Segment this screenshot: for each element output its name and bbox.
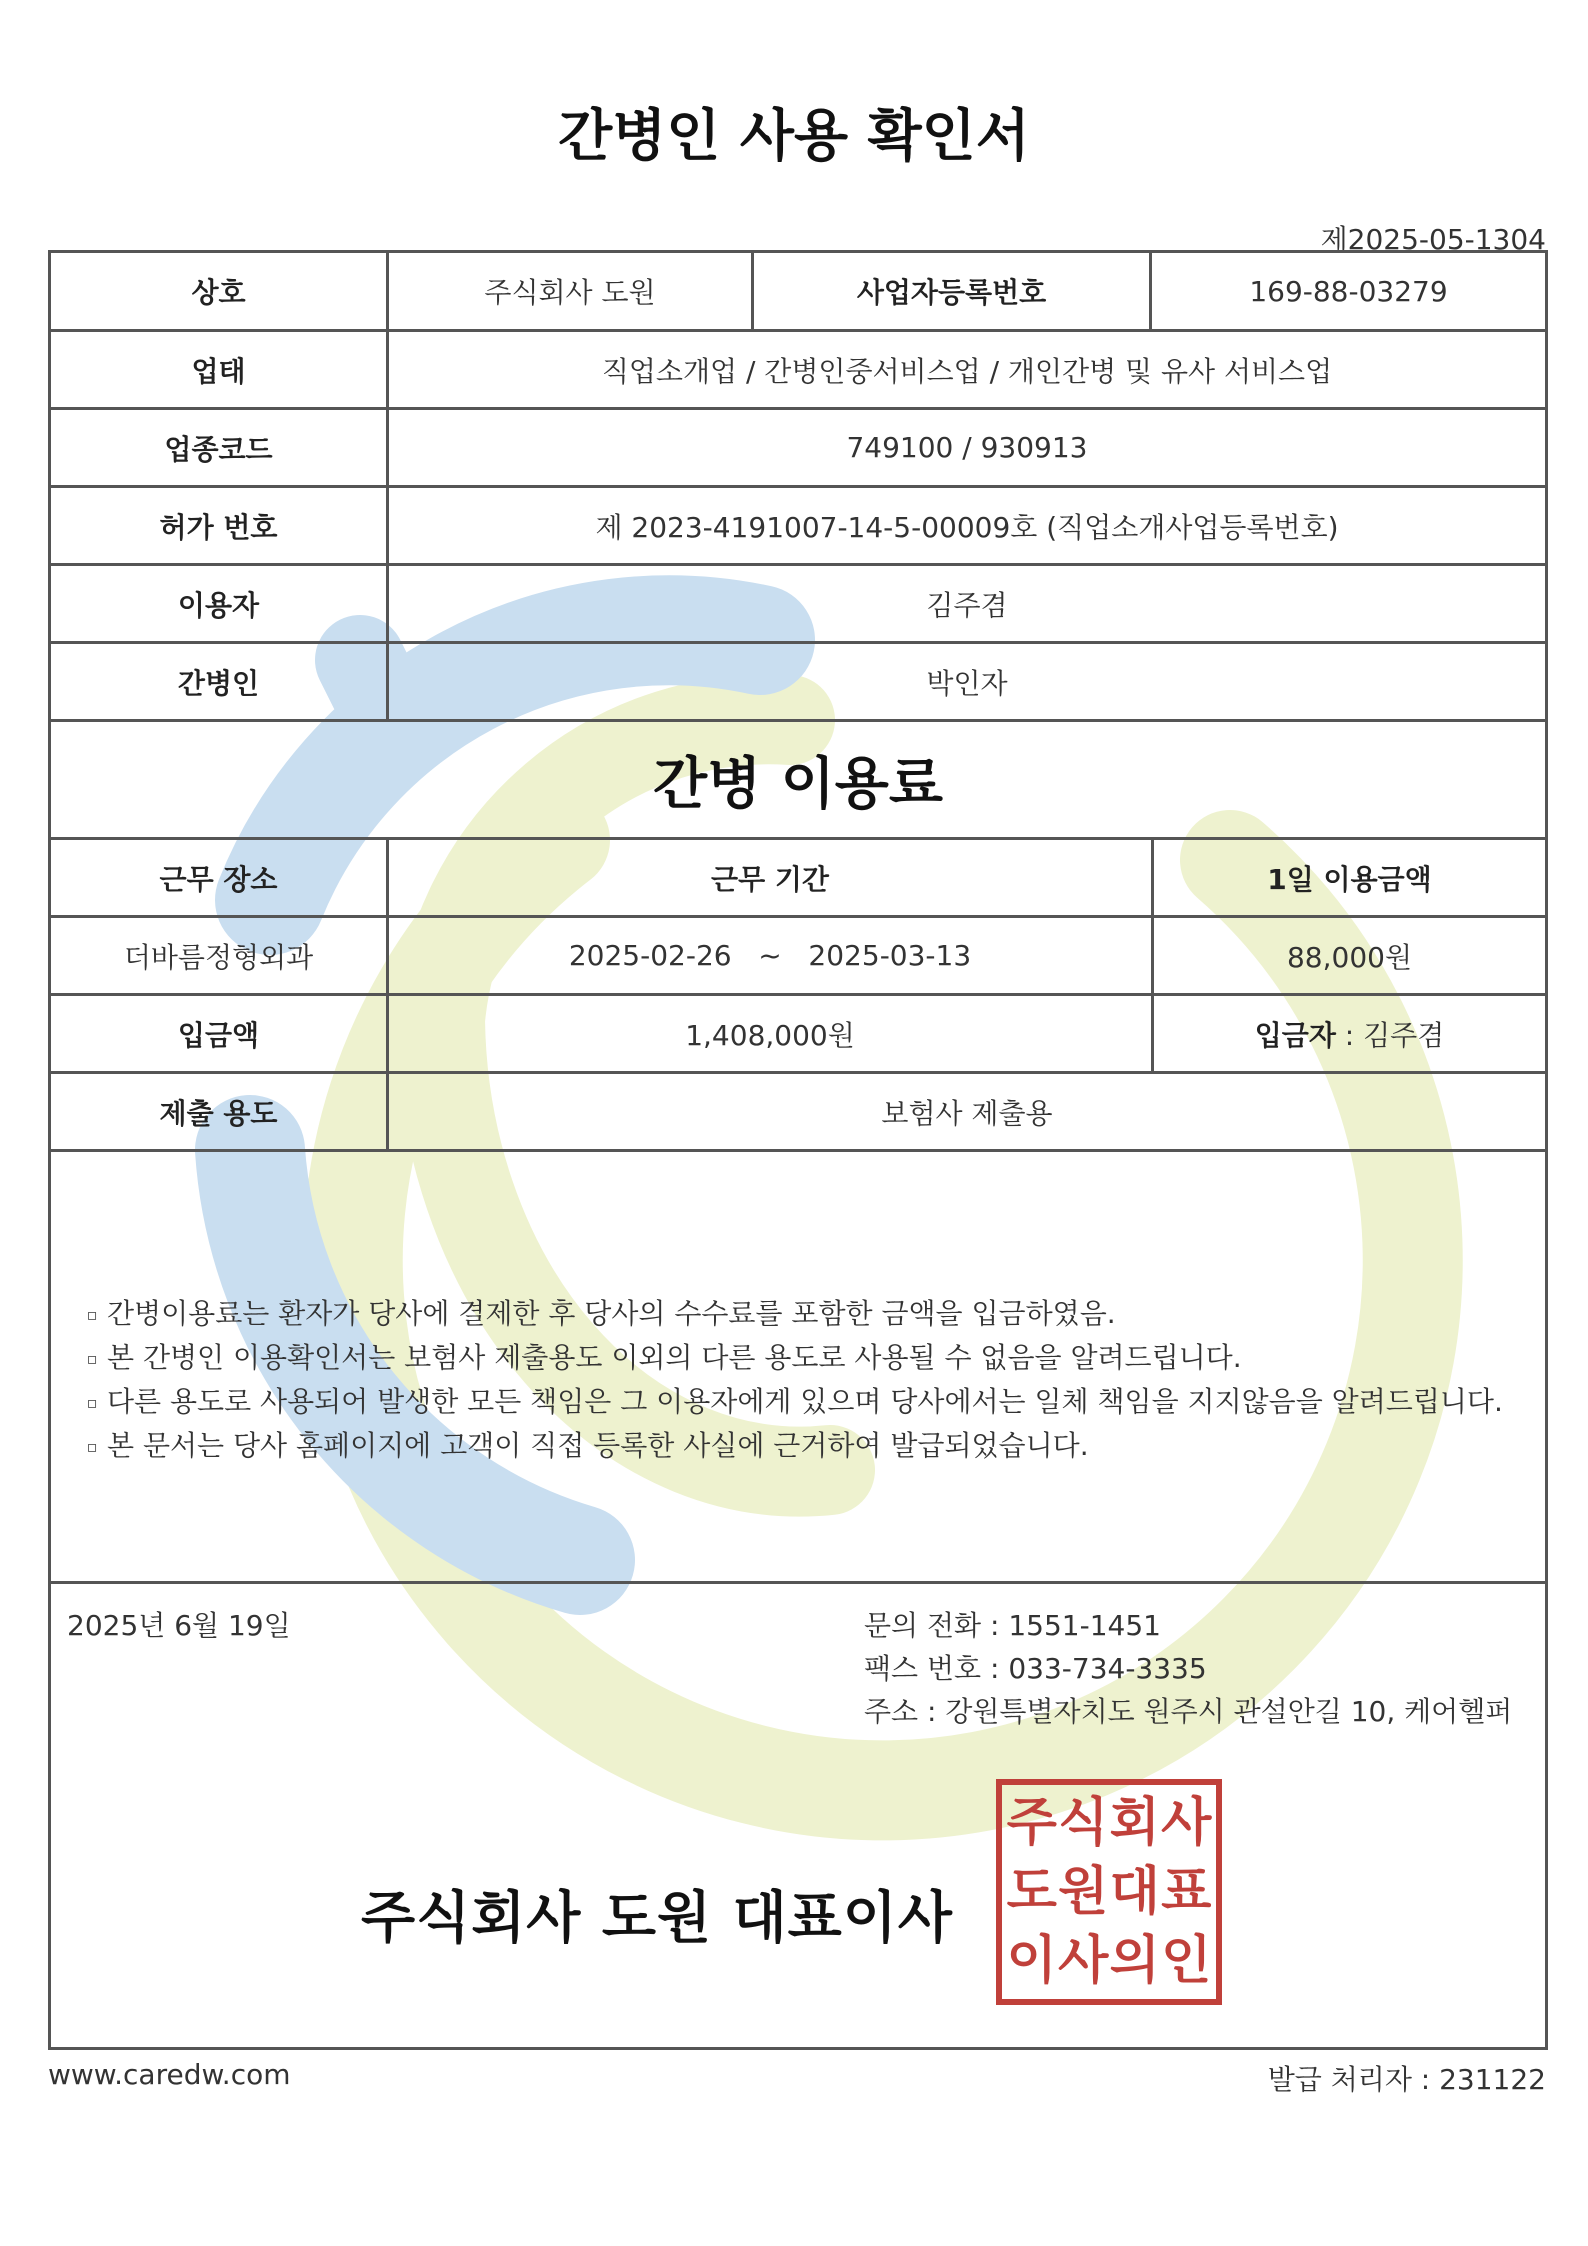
- issuer-section: [48, 1581, 1548, 2050]
- deposit-value: 1,408,000원: [386, 993, 1154, 1074]
- note-item: [77, 1424, 1519, 1468]
- company-seal: [996, 1779, 1222, 2005]
- caregiver-label: 간병인: [48, 641, 389, 722]
- business-type-value: 직업소개업 / 간병인중서비스업 / 개인간병 및 유사 서비스업: [386, 329, 1548, 410]
- bizno-label: 사업자등록번호: [751, 250, 1152, 332]
- note-item: [77, 1292, 1519, 1336]
- caregiver-value: 박인자: [386, 641, 1548, 722]
- issue-date: 2025년 6월 19일: [67, 1609, 291, 1642]
- seal-char: 원: [1058, 1861, 1109, 1922]
- bullet-icon: ▫: [86, 1305, 98, 1324]
- address-text: 주소 : 강원특별자치도 원주시 관설안길 10, 케어헬퍼: [864, 1695, 1513, 1728]
- company-value: 주식회사 도원: [386, 250, 754, 332]
- seal-char: 도: [1006, 1861, 1057, 1922]
- company-label: 상호: [48, 250, 389, 332]
- note-text: 다른 용도로 사용되어 발생한 모든 책임은 그 이용자에게 있으며 당사에서는 일체 책임을 지지않음을 알려드립니다.: [107, 1385, 1503, 1418]
- purpose-label: 제출 용도: [48, 1071, 389, 1152]
- deposit-label: 입금액: [48, 993, 389, 1074]
- bullet-icon: ▫: [86, 1349, 98, 1368]
- note-text: 본 문서는 당사 홈페이지에 고객이 직접 등록한 사실에 근거하여 발급되었습니다.: [107, 1429, 1089, 1462]
- seal-char: 식: [1058, 1793, 1109, 1854]
- document-title: 간병인 사용 확인서: [558, 104, 1030, 169]
- industry-code-label: 업종코드: [48, 407, 389, 488]
- place-value: 더바름정형외과: [48, 915, 389, 996]
- bullet-icon: ▫: [86, 1437, 98, 1456]
- user-value: 김주겸: [386, 563, 1548, 644]
- license-label: 허가 번호: [48, 485, 389, 566]
- depositor-cell: [1151, 993, 1548, 1074]
- seal-char: 이: [1006, 1930, 1057, 1991]
- phone-text: 문의 전화 : 1551-1451: [864, 1609, 1161, 1642]
- notes-section: [48, 1149, 1548, 1584]
- period-value: 2025-02-26 ~ 2025-03-13: [386, 915, 1154, 996]
- seal-char: 사: [1058, 1930, 1109, 1991]
- seal-char: 대: [1109, 1861, 1160, 1922]
- user-label: 이용자: [48, 563, 389, 644]
- depositor-value: : 김주겸: [1335, 1018, 1445, 1052]
- period-label: 근무 기간: [386, 837, 1154, 918]
- issuer-id: 발급 처리자 : 231122: [1267, 2063, 1546, 2096]
- seal-char: 회: [1109, 1793, 1160, 1854]
- note-item: [77, 1380, 1519, 1424]
- daily-fee-label: 1일 이용금액: [1151, 837, 1548, 918]
- note-text: 본 간병인 이용확인서는 보험사 제출용도 이외의 다른 용도로 사용될 수 없음을 알려드립니다.: [107, 1341, 1242, 1374]
- note-text: 간병이용료는 환자가 당사에 결제한 후 당사의 수수료를 포함한 금액을 입금하였음.: [107, 1297, 1116, 1330]
- fax-text: 팩스 번호 : 033-734-3335: [864, 1652, 1207, 1685]
- contact-info: [864, 1604, 1512, 1733]
- industry-code-value: 749100 / 930913: [386, 407, 1548, 488]
- website-link[interactable]: www.caredw.com: [48, 2058, 291, 2091]
- daily-fee-value: 88,000원: [1151, 915, 1548, 996]
- bullet-icon: ▫: [86, 1393, 98, 1412]
- license-value: 제 2023-4191007-14-5-00009호 (직업소개사업등록번호): [386, 485, 1548, 566]
- document-number: 제2025-05-1304: [1320, 223, 1546, 256]
- seal-char: 인: [1161, 1930, 1212, 1991]
- seal-char: 표: [1161, 1861, 1212, 1922]
- depositor-label: 입금자: [1254, 1018, 1336, 1052]
- purpose-value: 보험사 제출용: [386, 1071, 1548, 1152]
- business-type-label: 업태: [48, 329, 389, 410]
- place-label: 근무 장소: [48, 837, 389, 918]
- fee-section-title: 간병 이용료: [48, 719, 1548, 840]
- note-item: [77, 1336, 1519, 1380]
- bizno-value: 169-88-03279: [1149, 250, 1548, 332]
- seal-char: 주: [1006, 1793, 1057, 1854]
- signer-name: 주식회사 도원 대표이사: [361, 1886, 953, 1951]
- seal-char: 사: [1161, 1793, 1212, 1854]
- seal-char: 의: [1109, 1930, 1160, 1991]
